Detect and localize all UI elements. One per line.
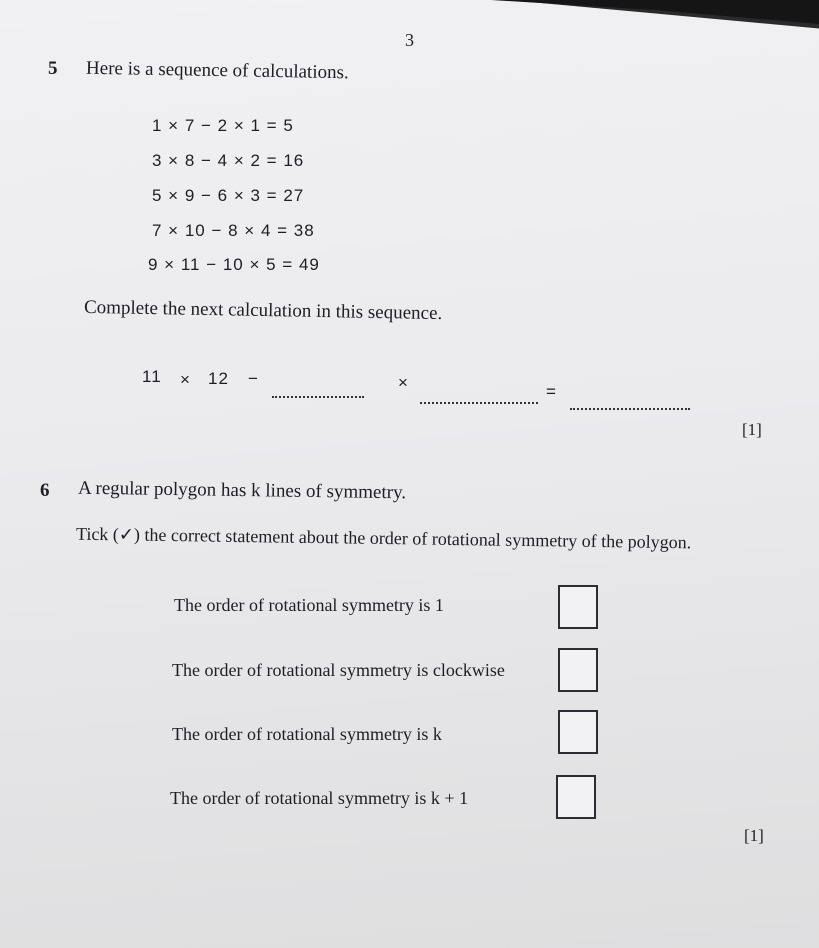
- q6-instruction: Tick (✓) the correct statement about the order of rotational symmetry of the polygon.: [75, 523, 692, 553]
- option-3-label: The order of rotational symmetry is k: [172, 724, 442, 744]
- option-2-tickbox[interactable]: [558, 648, 598, 692]
- calc-line-1: 1 × 7 − 2 × 1 = 5: [152, 116, 294, 135]
- answer-b: 12: [208, 369, 229, 388]
- answer-equals: =: [546, 382, 557, 401]
- answer-blank-2[interactable]: [420, 384, 538, 404]
- answer-times-1: ×: [180, 370, 191, 389]
- answer-minus: −: [248, 369, 259, 388]
- option-2-label: The order of rotational symmetry is clockwise: [172, 660, 505, 680]
- calc-line-4: 7 × 10 − 8 × 4 = 38: [152, 221, 315, 240]
- q5-instruction: Complete the next calculation in this sequence.: [83, 296, 443, 325]
- option-4-label: The order of rotational symmetry is k + 1: [170, 788, 469, 808]
- q6-mark: [1]: [744, 826, 764, 845]
- calc-line-5: 9 × 11 − 10 × 5 = 49: [148, 255, 320, 274]
- answer-times-2: ×: [398, 373, 409, 392]
- option-1-tickbox[interactable]: [558, 585, 598, 629]
- answer-blank-1[interactable]: [272, 378, 364, 398]
- q5-mark: [1]: [742, 420, 762, 439]
- q6-prompt: A regular polygon has k lines of symmetry.: [77, 477, 407, 504]
- answer-blank-3[interactable]: [570, 390, 690, 410]
- option-3-tickbox[interactable]: [558, 710, 598, 754]
- q5-number: 5: [48, 58, 58, 79]
- calc-line-3: 5 × 9 − 6 × 3 = 27: [152, 186, 305, 205]
- page-number: 3: [405, 30, 414, 50]
- q5-prompt: Here is a sequence of calculations.: [85, 57, 349, 84]
- option-4-tickbox[interactable]: [556, 775, 596, 819]
- answer-a: 11: [142, 367, 162, 386]
- q6-number: 6: [40, 480, 50, 501]
- calc-line-2: 3 × 8 − 4 × 2 = 16: [152, 151, 305, 170]
- option-1-label: The order of rotational symmetry is 1: [174, 595, 444, 615]
